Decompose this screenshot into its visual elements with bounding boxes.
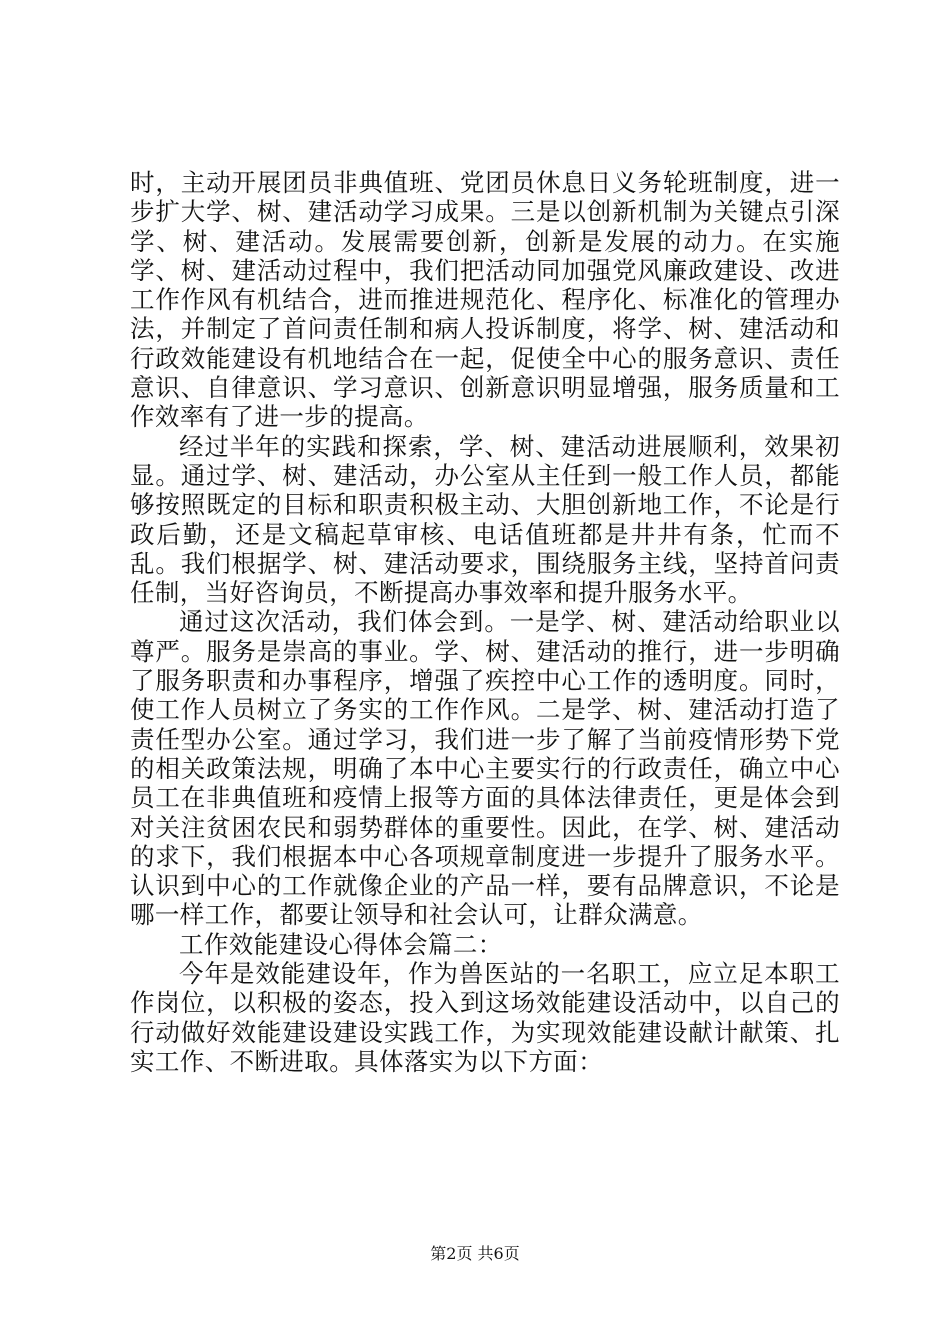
paragraph-2: 经过半年的实践和探索，学、树、建活动进展顺利，效果初显。通过学、树、建活动，办公室从主任到一般工作人员，都能够按照既定的目标和职责积极主动、大胆创新地工作，不论是行政后勤，还是文稿起草审核、电话值班都是井井有条，忙而不乱。我们根据学、树、建活动要求，围绕服务主线，坚持首问责任制，当好咨询员，不断提高办事效率和提升服务水平。 — [130, 431, 840, 608]
section-heading: 工作效能建设心得体会篇二： — [179, 929, 503, 959]
document-body — [130, 168, 840, 1076]
paragraph-3: 通过这次活动，我们体会到。一是学、树、建活动给职业以尊严。服务是崇高的事业。学、树、建活动的推行，进一步明确了服务职责和办事程序，增强了疾控中心工作的透明度。同时，使工作人员树立了务实的工作作风。二是学、树、建活动打造了责任型办公室。通过学习，我们进一步了解了当前疫情形势下党的相关政策法规，明确了本中心主要实行的行政责任，确立中心员工在非典值班和疫情上报等方面的具体法律责任，更是体会到对关注贫困农民和弱势群体的重要性。因此，在学、树、建活动的求下，我们根据本中心各项规章制度进一步提升了服务水平。认识到中心的工作就像企业的产品一样，要有品牌意识，不论是哪一样工作，都要让领导和社会认可，让群众满意。 — [130, 607, 840, 930]
paragraph-1: 时，主动开展团员非典值班、党团员休息日义务轮班制度，进一步扩大学、树、建活动学习成果。三是以创新机制为关键点引深学、树、建活动。发展需要创新，创新是发展的动力。在实施学、树、建活动过程中，我们把活动同加强党风廉政建设、改进工作作风有机结合，进而推进规范化、程序化、标准化的管理办法，并制定了首问责任制和病人投诉制度，将学、树、建活动和行政效能建设有机地结合在一起，促使全中心的服务意识、责任意识、自律意识、学习意识、创新意识明显增强，服务质量和工作效率有了进一步的提高。 — [130, 168, 840, 432]
page-number-footer: 第2页 共6页 — [430, 1244, 520, 1263]
paragraph-4: 今年是效能建设年，作为兽医站的一名职工，应立足本职工作岗位，以积极的姿态，投入到这场效能建设活动中，以自己的行动做好效能建设建设实践工作，为实现效能建设献计献策、扎实工作、不断进取。具体落实为以下方面： — [130, 959, 840, 1076]
